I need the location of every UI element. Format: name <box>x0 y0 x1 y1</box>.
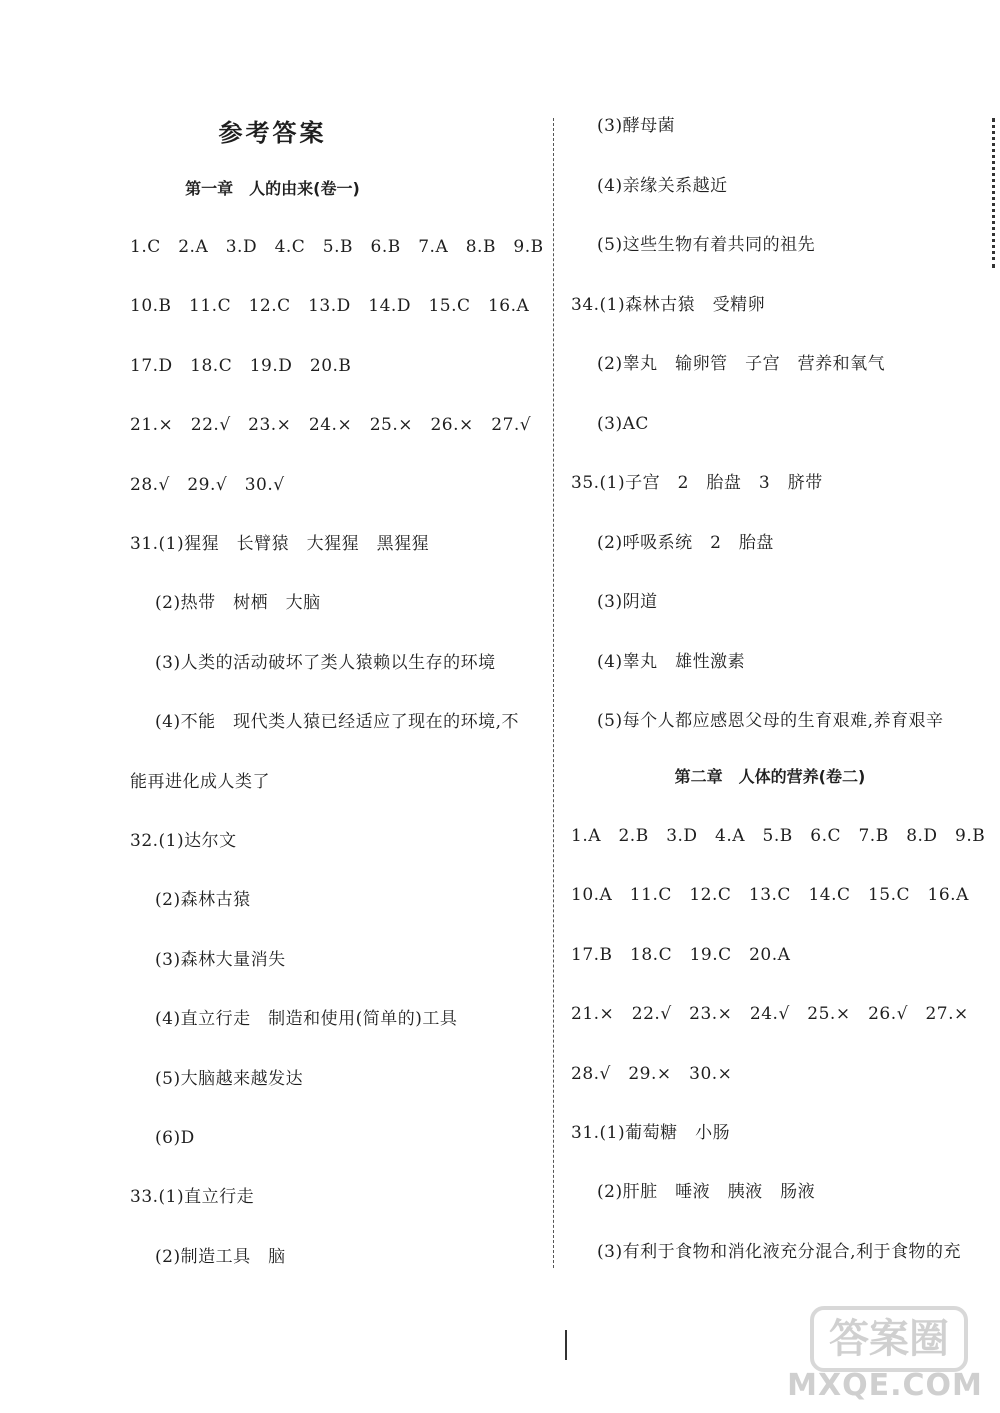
answer-line: 31.(1)猩猩 长臂猿 大猩猩 黑猩猩 <box>130 534 430 554</box>
column-divider <box>553 118 554 1268</box>
answer-line: (3)酵母菌 <box>597 116 676 136</box>
answer-line: (2)肝脏 唾液 胰液 肠液 <box>597 1182 816 1203</box>
answer-line: (2)制造工具 脑 <box>155 1246 286 1267</box>
answer-line: (4)亲缘关系越近 <box>597 175 728 196</box>
binding-edge <box>992 118 995 268</box>
page-title: 参考答案 <box>218 119 327 147</box>
answer-line: 33.(1)直立行走 <box>130 1187 255 1208</box>
answer-line: 34.(1)森林古猿 受精卵 <box>571 294 766 315</box>
answer-line: 21.× 22.√ 23.× 24.√ 25.× 26.√ 27.× <box>571 1004 969 1025</box>
answer-line: (2)森林古猿 <box>155 890 251 911</box>
answer-line: 17.D 18.C 19.D 20.B <box>130 355 352 376</box>
answer-line: 31.(1)葡萄糖 小肠 <box>571 1123 731 1143</box>
watermark-box <box>810 1306 968 1372</box>
watermark-logo-text: 答案圈 <box>829 1316 949 1362</box>
answer-line: (5)大脑越来越发达 <box>155 1068 304 1089</box>
answer-line: (2)热带 树栖 大脑 <box>155 593 321 614</box>
answer-line: (4)睾丸 雄性激素 <box>597 651 746 672</box>
answer-line: (3)阴道 <box>597 592 658 612</box>
answer-line: (5)每个人都应感恩父母的生育艰难,养育艰辛 <box>597 711 944 731</box>
answer-line: (3)AC <box>597 413 649 434</box>
answer-line: 10.A 11.C 12.C 13.C 14.C 15.C 16.A <box>571 885 969 906</box>
watermark-logo <box>780 1300 990 1410</box>
answer-line: (5)这些生物有着共同的祖先 <box>597 235 816 255</box>
answer-line: 21.× 22.√ 23.× 24.× 25.× 26.× 27.√ <box>130 415 532 436</box>
watermark-site: MXQE.COM <box>787 1368 983 1403</box>
answer-line: 35.(1)子宫 2 胎盘 3 脐带 <box>571 473 823 493</box>
answer-line: 1.C 2.A 3.D 4.C 5.B 6.B 7.A 8.B 9.B <box>130 237 544 257</box>
answer-line: 28.√ 29.× 30.× <box>571 1063 733 1084</box>
answer-line: (4)不能 现代类人猿已经适应了现在的环境,不 <box>155 712 519 733</box>
answer-line: (2)呼吸系统 2 胎盘 <box>597 532 774 553</box>
answer-line: (6)D <box>155 1128 195 1148</box>
answer-line: (3)人类的活动破坏了类人猿赖以生存的环境 <box>155 652 496 673</box>
chapter2-heading: 第二章 人体的营养(卷二) <box>674 767 866 786</box>
chapter1-heading: 第一章 人的由来(卷一) <box>185 179 360 198</box>
answer-line: (3)有利于食物和消化液充分混合,利于食物的充 <box>597 1241 961 1262</box>
answer-line: 1.A 2.B 3.D 4.A 5.B 6.C 7.B 8.D 9.B <box>571 826 986 846</box>
page-mark <box>565 1330 567 1360</box>
answer-line: (2)睾丸 输卵管 子宫 营养和氧气 <box>597 354 886 374</box>
answer-line: 28.√ 29.√ 30.√ <box>130 474 285 495</box>
answer-line: 32.(1)达尔文 <box>130 831 237 851</box>
answer-line: 17.B 18.C 19.C 20.A <box>571 944 791 965</box>
answer-line: 能再进化成人类了 <box>130 771 270 792</box>
answer-line: (3)森林大量消失 <box>155 949 286 970</box>
answer-line: 10.B 11.C 12.C 13.D 14.D 15.C 16.A <box>130 296 530 317</box>
answer-line: (4)直立行走 制造和使用(简单的)工具 <box>155 1009 458 1030</box>
